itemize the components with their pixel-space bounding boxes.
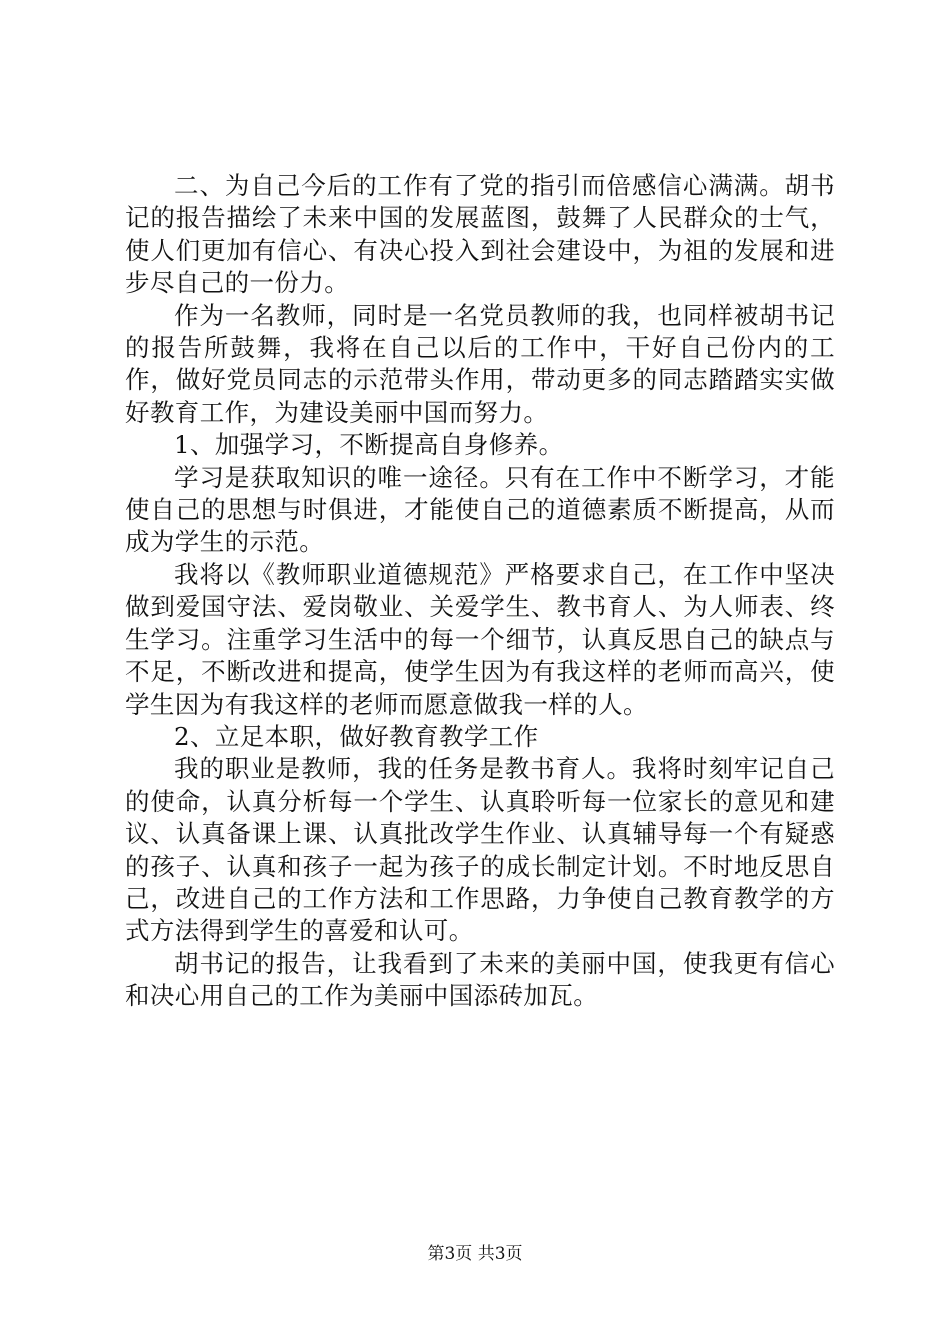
paragraph-conclusion: 胡书记的报告，让我看到了未来的美丽中国，使我更有信心和决心用自己的工作为美丽中国添砖加瓦。 — [125, 948, 835, 1011]
paragraph-section-two: 二、为自己今后的工作有了党的指引而倍感信心满满。胡书记的报告描绘了未来中国的发展蓝图，鼓舞了人民群众的士气，使人们更加有信心、有决心投入到社会建设中，为祖的发展和进步尽自己的一份力。 — [125, 171, 835, 298]
paragraph-teaching-duty: 我的职业是教师，我的任务是教书育人。我将时刻牢记自己的使命，认真分析每一个学生、认真聆听每一位家长的意见和建议、认真备课上课、认真批改学生作业、认真辅导每一个有疑惑的孩子、认真和孩子一起为孩子的成长制定计划。不时地反思自己，改进自己的工作方法和工作思路，力争使自己教育教学的方式方法得到学生的喜爱和认可。 — [125, 754, 835, 946]
heading-strengthen-learning: 1、加强学习，不断提高自身修养。 — [174, 430, 564, 460]
paragraph-ethics-code: 我将以《教师职业道德规范》严格要求自己，在工作中坚决做到爱国守法、爱岗敬业、关爱学生、教书育人、为人师表、终生学习。注重学习生活中的每一个细节，认真反思自己的缺点与不足，不断改进和提高，使学生因为有我这样的老师而高兴，使学生因为有我这样的老师而愿意做我一样的人。 — [125, 559, 835, 719]
paragraph-teacher-role: 作为一名教师，同时是一名党员教师的我，也同样被胡书记的报告所鼓舞，我将在自己以后的工作中，干好自己份内的工作，做好党员同志的示范带头作用，带动更多的同志踏踏实实做好教育工作，为建设美丽中国而努力。 — [125, 300, 835, 427]
document-body — [125, 170, 835, 1013]
page-footer: 第3页 共3页 — [427, 1244, 523, 1264]
heading-teaching-work: 2、立足本职，做好教育教学工作 — [174, 721, 539, 751]
paragraph-learning: 学习是获取知识的唯一途径。只有在工作中不断学习，才能使自己的思想与时俱进，才能使自己的道德素质不断提高，从而成为学生的示范。 — [125, 462, 835, 557]
